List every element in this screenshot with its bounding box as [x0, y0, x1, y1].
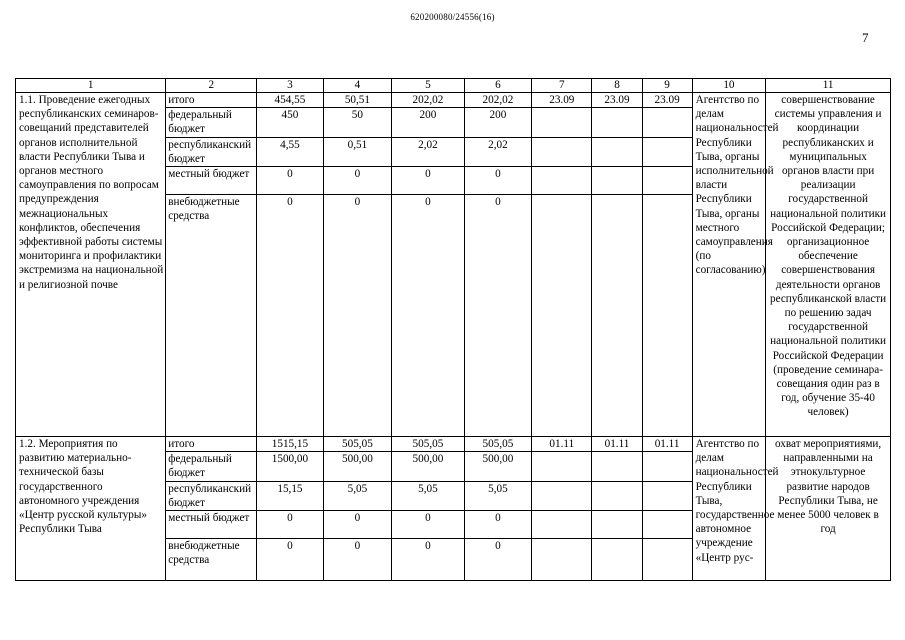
funding-source: федеральный бюджет: [166, 452, 257, 481]
value-cell-c5: 2,02: [392, 137, 465, 166]
value-cell-c7: [532, 167, 592, 195]
value-cell-c9: [642, 511, 692, 539]
page-number: 7: [862, 30, 869, 45]
column-number: 9: [642, 79, 692, 93]
value-cell-c8: [592, 167, 642, 195]
column-number: 8: [592, 79, 642, 93]
value-cell-c4: 50,51: [323, 93, 391, 108]
value-cell-c7: [532, 539, 592, 581]
value-cell-c8: [592, 539, 642, 581]
value-cell-c8: [592, 195, 642, 437]
value-cell-c8: 01.11: [592, 437, 642, 452]
value-cell-c6: 202,02: [464, 93, 531, 108]
table-row: [16, 437, 891, 452]
funding-source: итого: [166, 93, 257, 108]
value-cell-c4: 0: [323, 539, 391, 581]
value-cell-c8: [592, 481, 642, 510]
column-number: 3: [257, 79, 323, 93]
value-cell-c6: 0: [464, 195, 531, 437]
column-number: 6: [464, 79, 531, 93]
funding-source: местный бюджет: [166, 511, 257, 539]
funding-source: федеральный бюджет: [166, 108, 257, 137]
activity-title: 1.2. Мероприятия по развитию материально-технической базы государственного автономного учреждения «Центр русской культуры» Республики Тыва: [16, 437, 166, 581]
column-number: 4: [323, 79, 391, 93]
value-cell-c8: 23.09: [592, 93, 642, 108]
value-cell-c5: 0: [392, 195, 465, 437]
value-cell-c8: [592, 452, 642, 481]
value-cell-c7: [532, 195, 592, 437]
value-cell-c5: 0: [392, 167, 465, 195]
value-cell-c4: 50: [323, 108, 391, 137]
program-table: [15, 78, 891, 581]
value-cell-c9: 23.09: [642, 93, 692, 108]
executor: Агентство по делам национальностей Республики Тыва, органы исполнительной власти Республики Тыва, органы местного самоуправления (по согласованию): [692, 93, 766, 437]
value-cell-c6: 5,05: [464, 481, 531, 510]
value-cell-c4: 500,00: [323, 452, 391, 481]
value-cell-c7: [532, 511, 592, 539]
value-cell-c5: 505,05: [392, 437, 465, 452]
value-cell-c9: [642, 167, 692, 195]
value-cell-c9: [642, 137, 692, 166]
column-number: 10: [692, 79, 766, 93]
value-cell-c6: 505,05: [464, 437, 531, 452]
value-cell-c9: [642, 481, 692, 510]
value-cell-c7: [532, 481, 592, 510]
value-cell-c3: 454,55: [257, 93, 323, 108]
value-cell-c8: [592, 137, 642, 166]
document-id: 620200080/24556(16): [410, 12, 495, 22]
value-cell-c4: 0,51: [323, 137, 391, 166]
value-cell-c3: 0: [257, 167, 323, 195]
value-cell-c6: 0: [464, 167, 531, 195]
value-cell-c5: 200: [392, 108, 465, 137]
value-cell-c7: 01.11: [532, 437, 592, 452]
value-cell-c5: 0: [392, 511, 465, 539]
value-cell-c7: [532, 452, 592, 481]
value-cell-c7: [532, 137, 592, 166]
value-cell-c4: 5,05: [323, 481, 391, 510]
value-cell-c3: 0: [257, 539, 323, 581]
table-row: [16, 93, 891, 108]
funding-source: внебюджетные средства: [166, 195, 257, 437]
activity-title: 1.1. Проведение ежегодных республиканских семинаров-совещаний представителей органов исполнительной власти Республики Тыва и органов местного самоуправления по вопросам предупреждения межнациональных конфликтов, обеспечения эффективной работы системы мониторинга и профилактики экстремизма на национальной и религиозной почве: [16, 93, 166, 437]
value-cell-c8: [592, 108, 642, 137]
value-cell-c3: 4,55: [257, 137, 323, 166]
funding-source: республиканский бюджет: [166, 137, 257, 166]
value-cell-c9: [642, 539, 692, 581]
value-cell-c4: 0: [323, 511, 391, 539]
value-cell-c9: [642, 195, 692, 437]
column-number: 1: [16, 79, 166, 93]
value-cell-c4: 505,05: [323, 437, 391, 452]
column-number: 11: [766, 79, 891, 93]
executor: Агентство по делам национальностей Республики Тыва, государственное автономное учреждение «Центр рус-: [692, 437, 766, 581]
value-cell-c4: 0: [323, 195, 391, 437]
funding-source: местный бюджет: [166, 167, 257, 195]
value-cell-c9: 01.11: [642, 437, 692, 452]
value-cell-c3: 15,15: [257, 481, 323, 510]
value-cell-c3: 1515,15: [257, 437, 323, 452]
value-cell-c3: 1500,00: [257, 452, 323, 481]
funding-source: внебюджетные средства: [166, 539, 257, 581]
value-cell-c9: [642, 108, 692, 137]
value-cell-c7: 23.09: [532, 93, 592, 108]
value-cell-c6: 0: [464, 539, 531, 581]
value-cell-c3: 0: [257, 195, 323, 437]
value-cell-c6: 2,02: [464, 137, 531, 166]
column-number-row: [16, 79, 891, 93]
column-number: 7: [532, 79, 592, 93]
value-cell-c5: 5,05: [392, 481, 465, 510]
value-cell-c3: 0: [257, 511, 323, 539]
value-cell-c5: 0: [392, 539, 465, 581]
column-number: 2: [166, 79, 257, 93]
value-cell-c6: 0: [464, 511, 531, 539]
value-cell-c7: [532, 108, 592, 137]
expected-result: совершенствование системы управления и координации республиканских и муниципальных органов власти при реализации государственной национальной политики Российской Федерации; организационное обеспечение совершенствования деятельности органов республиканской власти по решению задач государственной национальной политики Российской Федерации (проведение семинара-совещания один раз в год, обучение 35-40 человек): [766, 93, 891, 437]
value-cell-c5: 202,02: [392, 93, 465, 108]
value-cell-c9: [642, 452, 692, 481]
expected-result: охват мероприятиями, направленными на этнокультурное развитие народов Республики Тыва, не менее 5000 человек в год: [766, 437, 891, 581]
column-number: 5: [392, 79, 465, 93]
funding-source: итого: [166, 437, 257, 452]
value-cell-c6: 200: [464, 108, 531, 137]
value-cell-c6: 500,00: [464, 452, 531, 481]
value-cell-c4: 0: [323, 167, 391, 195]
value-cell-c5: 500,00: [392, 452, 465, 481]
funding-source: республиканский бюджет: [166, 481, 257, 510]
value-cell-c8: [592, 511, 642, 539]
value-cell-c3: 450: [257, 108, 323, 137]
